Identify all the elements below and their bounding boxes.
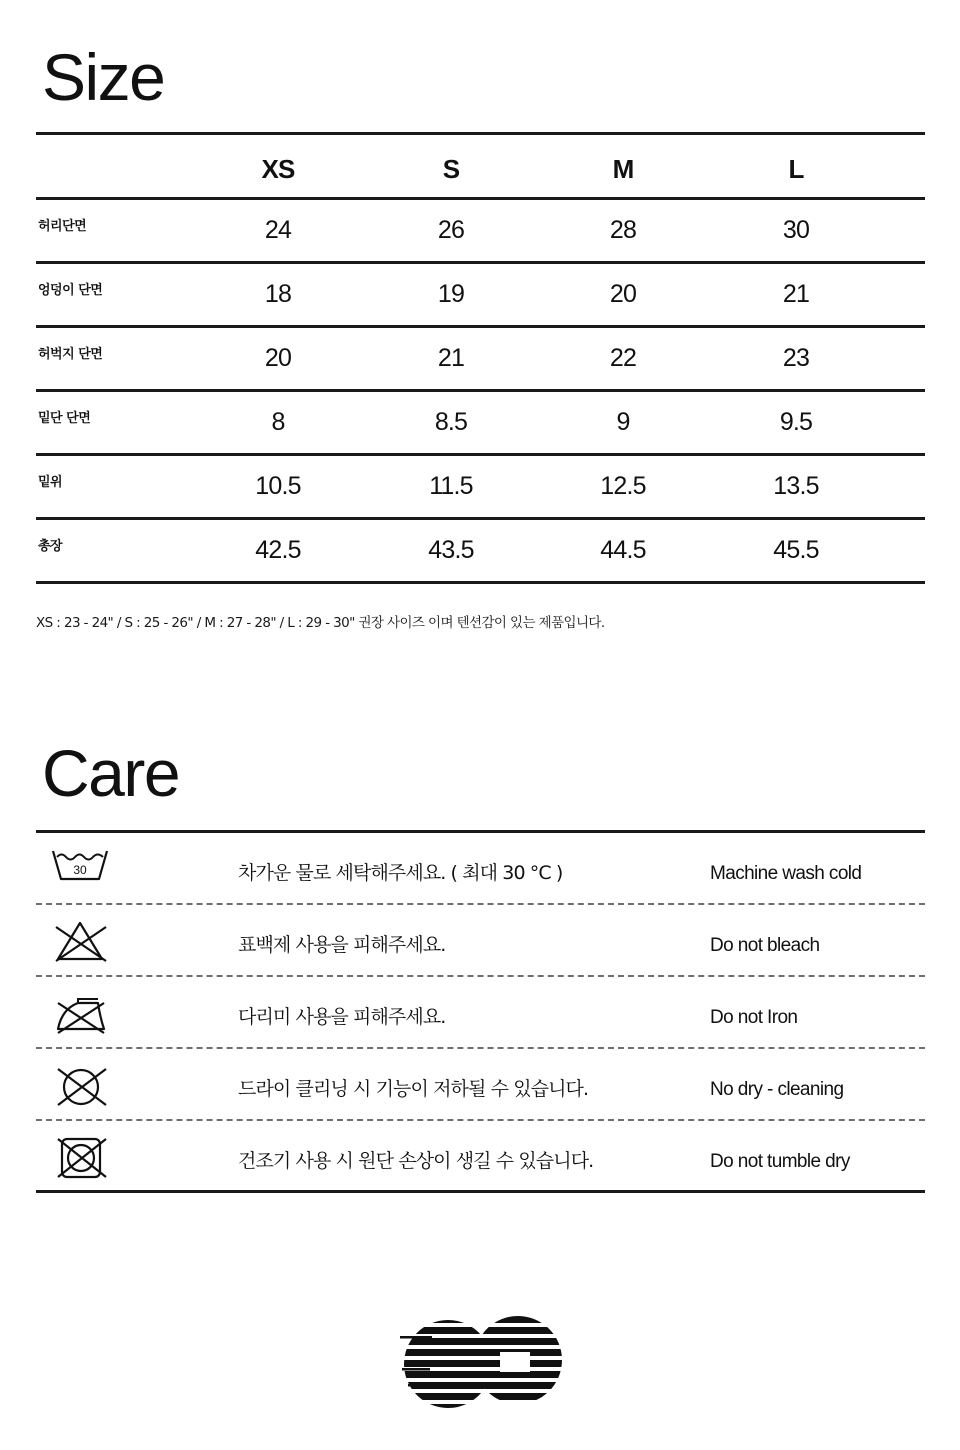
row-label: 허벅지 단면	[38, 347, 103, 362]
size-title: Size	[42, 40, 165, 114]
table-cell: 43.5	[428, 536, 474, 564]
care-instruction-en: No dry - cleaning	[710, 1079, 844, 1100]
table-cell: 13.5	[773, 472, 819, 500]
size-column-m: M	[612, 154, 634, 184]
care-list	[36, 830, 925, 1193]
row-label: 밑단 단면	[38, 411, 91, 426]
care-item	[36, 905, 925, 977]
care-instruction-kr: 드라이 클리닝 시 기능이 저하될 수 있습니다.	[238, 1078, 589, 1100]
table-cell: 44.5	[600, 536, 646, 564]
table-cell: 20	[609, 280, 637, 308]
care-item	[36, 977, 925, 1049]
no-bleach-icon	[50, 917, 110, 965]
size-column-xs: XS	[261, 154, 295, 184]
care-instruction-en: Do not bleach	[710, 935, 820, 956]
table-cell: 19	[437, 280, 465, 308]
table-cell: 45.5	[773, 536, 819, 564]
brand-logo	[396, 1312, 566, 1412]
table-cell: 10.5	[255, 472, 301, 500]
table-rule	[36, 581, 925, 584]
table-cell: 9.5	[779, 408, 813, 436]
table-cell: 42.5	[255, 536, 301, 564]
table-cell: 23	[782, 344, 810, 372]
table-cell: 11.5	[429, 472, 473, 500]
size-table	[36, 132, 925, 584]
no-dry-clean-icon	[50, 1061, 110, 1109]
row-label: 허리단면	[38, 219, 87, 234]
care-instruction-en: Machine wash cold	[710, 863, 862, 884]
table-cell: 24	[264, 216, 292, 244]
size-column-s: S	[442, 154, 460, 184]
wash-30-icon	[50, 845, 110, 893]
table-row	[36, 328, 925, 389]
table-cell: 8	[271, 408, 285, 436]
no-tumble-dry-icon	[50, 1133, 110, 1181]
table-cell: 21	[782, 280, 810, 308]
row-label: 밑위	[38, 475, 63, 490]
size-header-row	[36, 135, 925, 197]
no-iron-icon	[50, 989, 110, 1037]
care-instruction-kr: 차가운 물로 세탁해주세요. ( 최대 30 °C )	[238, 862, 563, 884]
table-cell: 30	[782, 216, 810, 244]
table-cell: 12.5	[600, 472, 646, 500]
row-label: 엉덩이 단면	[38, 283, 103, 298]
care-instruction-en: Do not tumble dry	[710, 1151, 850, 1172]
table-row	[36, 456, 925, 517]
size-column-l: L	[788, 154, 804, 184]
table-row	[36, 520, 925, 581]
table-cell: 21	[437, 344, 465, 372]
table-cell: 22	[609, 344, 637, 372]
care-item	[36, 1121, 925, 1193]
table-row	[36, 200, 925, 261]
table-cell: 18	[264, 280, 292, 308]
care-instruction-en: Do not Iron	[710, 1007, 798, 1028]
table-row	[36, 392, 925, 453]
table-cell: 20	[264, 344, 292, 372]
wash-temperature-label: 30	[73, 863, 87, 877]
table-cell: 8.5	[434, 408, 468, 436]
size-recommendation-note: XS : 23 - 24" / S : 25 - 26" / M : 27 - 28" / L : 29 - 30" 권장 사이즈 이며 텐션감이 있는 제품입니다.	[36, 615, 605, 631]
care-title: Care	[42, 736, 180, 810]
care-instruction-kr: 건조기 사용 시 원단 손상이 생길 수 있습니다.	[238, 1150, 594, 1172]
table-cell: 9	[616, 408, 630, 436]
care-item	[36, 833, 925, 905]
care-instruction-kr: 표백제 사용을 피해주세요.	[238, 934, 446, 956]
table-cell: 26	[437, 216, 465, 244]
table-row	[36, 264, 925, 325]
care-instruction-kr: 다리미 사용을 피해주세요.	[238, 1006, 446, 1028]
row-label: 총장	[38, 539, 63, 554]
table-cell: 28	[609, 216, 637, 244]
care-item	[36, 1049, 925, 1121]
